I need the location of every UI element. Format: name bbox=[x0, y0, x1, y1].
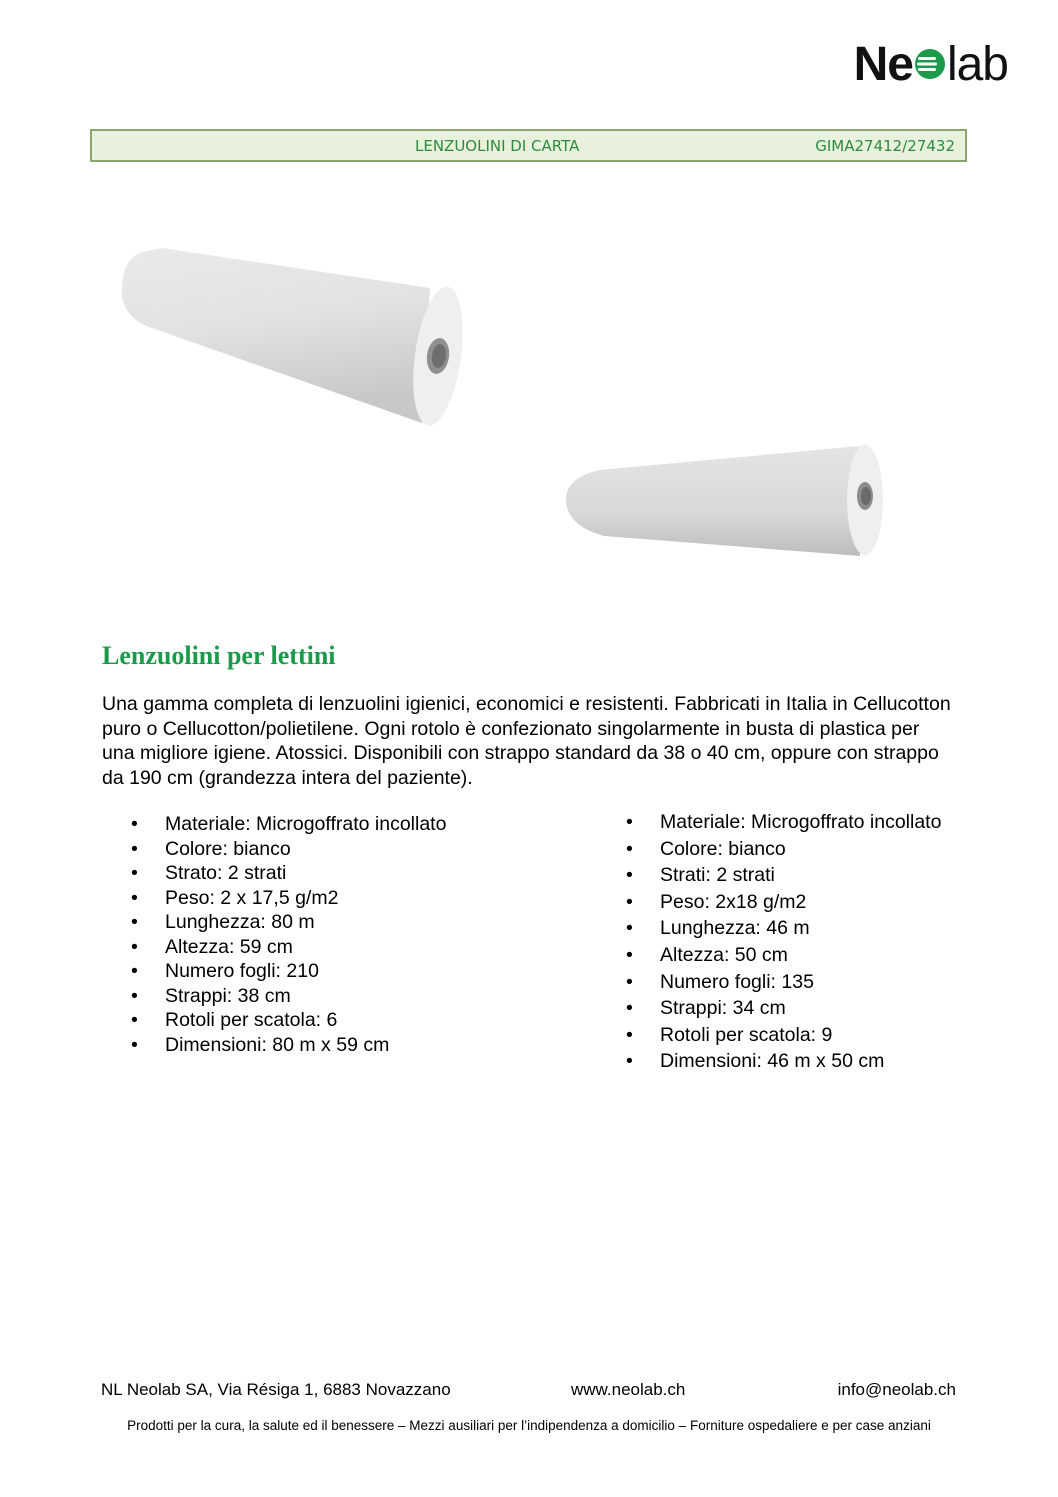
spec-item: • Peso: 2 x 17,5 g/m2 bbox=[101, 886, 446, 911]
product-code: GIMA27412/27432 bbox=[815, 137, 955, 155]
spec-item: • Altezza: 59 cm bbox=[101, 935, 446, 960]
spec-item: • Materiale: Microgoffrato incollato bbox=[596, 809, 941, 836]
spec-item: • Strappi: 34 cm bbox=[596, 995, 941, 1022]
specs-list-right bbox=[596, 809, 941, 1075]
footer-address: NL Neolab SA, Via Résiga 1, 6883 Novazzano bbox=[101, 1380, 451, 1399]
spec-item: • Altezza: 50 cm bbox=[596, 942, 941, 969]
spec-item: • Materiale: Microgoffrato incollato bbox=[101, 812, 446, 837]
spec-item: • Strato: 2 strati bbox=[101, 861, 446, 886]
spec-item: • Strati: 2 strati bbox=[596, 862, 941, 889]
neolab-logo bbox=[854, 34, 1008, 94]
spec-item: • Lunghezza: 46 m bbox=[596, 915, 941, 942]
logo-hand-icon bbox=[914, 48, 946, 80]
product-description: Una gamma completa di lenzuolini igienici, economici e resistenti. Fabbricati in Italia in Cellucotton puro o Cellucotton/polietilene. Ogni rotolo è confezionato singolarmente in busta di plastica per una migliore igiene. Atossici. Disponibili con strappo standard da 38 o 40 cm, oppure con strappo da 190 cm (grandezza intera del paziente). bbox=[102, 693, 951, 789]
specs-list-left bbox=[101, 812, 446, 1057]
logo-text-prefix: Ne bbox=[853, 37, 913, 91]
spec-item: • Rotoli per scatola: 6 bbox=[101, 1008, 446, 1033]
spec-item: • Lunghezza: 80 m bbox=[101, 910, 446, 935]
paper-roll-image-small bbox=[560, 440, 890, 560]
spec-item: • Colore: bianco bbox=[101, 837, 446, 862]
footer-tagline: Prodotti per la cura, la salute ed il benessere – Mezzi ausiliari per l’indipendenza a domicilio – Forniture ospedaliere e per case anziani bbox=[127, 1418, 931, 1433]
spec-item: • Dimensioni: 46 m x 50 cm bbox=[596, 1048, 941, 1075]
spec-item: • Strappi: 38 cm bbox=[101, 984, 446, 1009]
logo-text-suffix: lab bbox=[946, 37, 1008, 91]
spec-item: • Numero fogli: 210 bbox=[101, 959, 446, 984]
spec-item: • Numero fogli: 135 bbox=[596, 969, 941, 996]
spec-item: • Peso: 2x18 g/m2 bbox=[596, 889, 941, 916]
spec-item: • Rotoli per scatola: 9 bbox=[596, 1022, 941, 1049]
spec-item: • Colore: bianco bbox=[596, 836, 941, 863]
spec-item: • Dimensioni: 80 m x 59 cm bbox=[101, 1033, 446, 1058]
section-title: Lenzuolini per lettini bbox=[102, 641, 336, 670]
footer-website-link[interactable]: www.neolab.ch bbox=[571, 1380, 686, 1399]
document-title: LENZUOLINI DI CARTA bbox=[415, 137, 580, 155]
footer-email-link[interactable]: info@neolab.ch bbox=[837, 1380, 956, 1399]
document-header-bar bbox=[90, 129, 967, 162]
paper-roll-image-large bbox=[112, 238, 462, 430]
